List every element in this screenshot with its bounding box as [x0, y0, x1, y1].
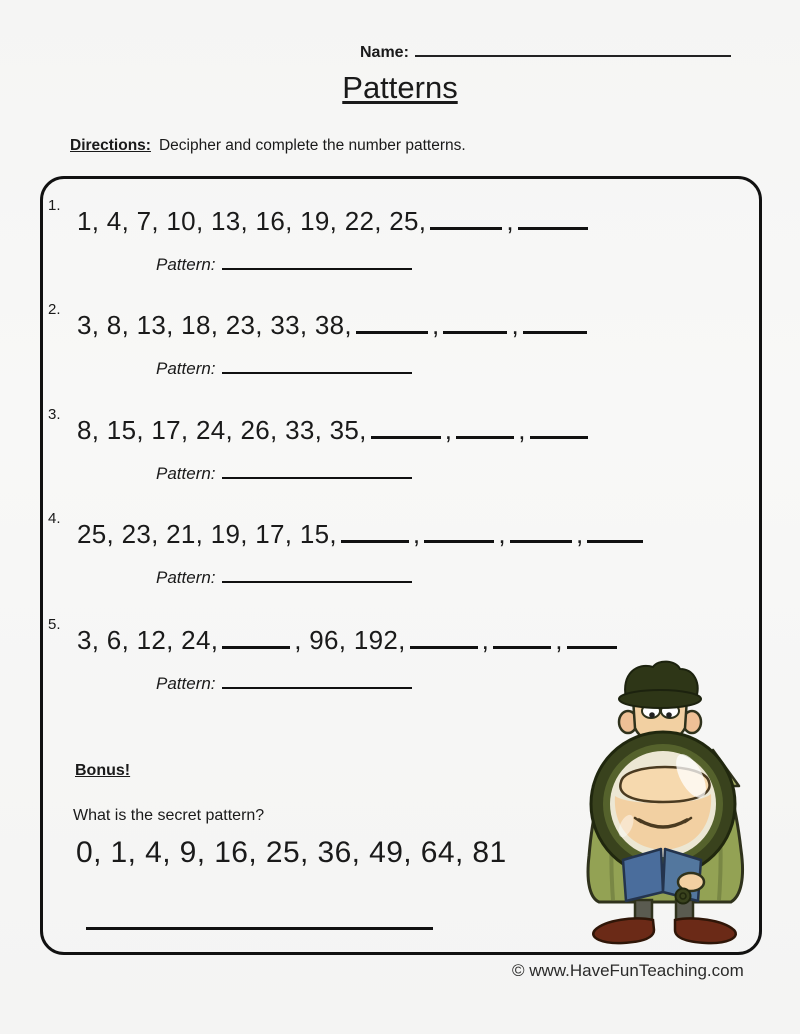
sequence-text: ,: [575, 519, 584, 549]
problem-item: [43, 197, 759, 297]
answer-blank[interactable]: [493, 646, 551, 649]
sequence-text: 3, 6, 12, 24,: [77, 625, 219, 655]
pattern-label: Pattern:: [156, 359, 216, 378]
sequence-text: 8, 15, 17, 24, 26, 33, 35,: [77, 415, 367, 445]
bonus-question: What is the secret pattern?: [73, 807, 265, 824]
sequence-text: ,: [498, 519, 506, 549]
sequence-text: ,: [412, 519, 421, 549]
problem-number: 2.: [48, 301, 61, 318]
sequence-text: ,: [518, 415, 526, 445]
answer-blank[interactable]: [341, 540, 409, 543]
answer-blank[interactable]: [443, 331, 507, 334]
name-label: Name:: [360, 44, 409, 61]
problem-number: 4.: [48, 510, 61, 527]
answer-blank[interactable]: [424, 540, 494, 543]
directions-label: Directions:: [70, 137, 151, 154]
problem-number: 1.: [48, 197, 61, 214]
sequence-text: 25, 23, 21, 19, 17, 15,: [77, 519, 337, 549]
bonus-answer-line[interactable]: [86, 927, 433, 930]
number-sequence: [77, 519, 647, 550]
answer-blank[interactable]: [456, 436, 514, 439]
pattern-answer-line[interactable]: [222, 268, 412, 270]
answer-blank[interactable]: [371, 436, 441, 439]
problem-item: [43, 301, 759, 401]
detective-magnifying-glass-illustration: [563, 656, 768, 948]
bonus-sequence: 0, 1, 4, 9, 16, 25, 36, 49, 64, 81: [76, 836, 507, 869]
answer-blank[interactable]: [356, 331, 428, 334]
name-blank-line[interactable]: [415, 55, 731, 57]
pattern-answer-line[interactable]: [222, 372, 412, 374]
problem-number: 5.: [48, 616, 61, 633]
answer-blank[interactable]: [410, 646, 478, 649]
answer-blank[interactable]: [587, 540, 643, 543]
sequence-text: ,: [481, 625, 490, 655]
number-sequence: [77, 625, 621, 656]
answer-blank[interactable]: [430, 227, 502, 230]
pattern-row: [156, 568, 412, 588]
problem-item: [43, 510, 759, 610]
page-title: Patterns: [342, 70, 458, 105]
directions: [70, 137, 466, 155]
pattern-row: [156, 359, 412, 379]
answer-blank[interactable]: [518, 227, 588, 230]
pattern-label: Pattern:: [156, 674, 216, 693]
number-sequence: [77, 415, 592, 446]
pattern-answer-line[interactable]: [222, 581, 412, 583]
pattern-label: Pattern:: [156, 464, 216, 483]
problem-number: 3.: [48, 406, 61, 423]
number-sequence: [77, 310, 591, 341]
copyright-text: © www.HaveFunTeaching.com: [512, 961, 744, 980]
sequence-text: ,: [444, 415, 453, 445]
pattern-answer-line[interactable]: [222, 687, 412, 689]
sequence-text: ,: [555, 625, 563, 655]
problem-item: [43, 406, 759, 506]
pattern-row: [156, 674, 412, 694]
answer-blank[interactable]: [510, 540, 572, 543]
pattern-label: Pattern:: [156, 255, 216, 274]
answer-blank[interactable]: [567, 646, 617, 649]
sequence-text: 3, 8, 13, 18, 23, 33, 38,: [77, 310, 352, 340]
sequence-text: 1, 4, 7, 10, 13, 16, 19, 22, 25,: [77, 206, 427, 236]
problems-box: [40, 176, 762, 955]
sequence-text: ,: [511, 310, 519, 340]
pattern-answer-line[interactable]: [222, 477, 412, 479]
answer-blank[interactable]: [523, 331, 587, 334]
number-sequence: [77, 206, 592, 237]
pattern-label: Pattern:: [156, 568, 216, 587]
sequence-text: ,: [431, 310, 440, 340]
answer-blank[interactable]: [530, 436, 588, 439]
name-row: [360, 44, 731, 62]
answer-blank[interactable]: [222, 646, 290, 649]
bonus-label: Bonus!: [75, 762, 131, 779]
pattern-row: [156, 255, 412, 275]
sequence-text: ,: [506, 206, 514, 236]
directions-text: Decipher and complete the number patterns.: [158, 137, 466, 154]
pattern-row: [156, 464, 412, 484]
sequence-text: , 96, 192,: [294, 625, 406, 655]
